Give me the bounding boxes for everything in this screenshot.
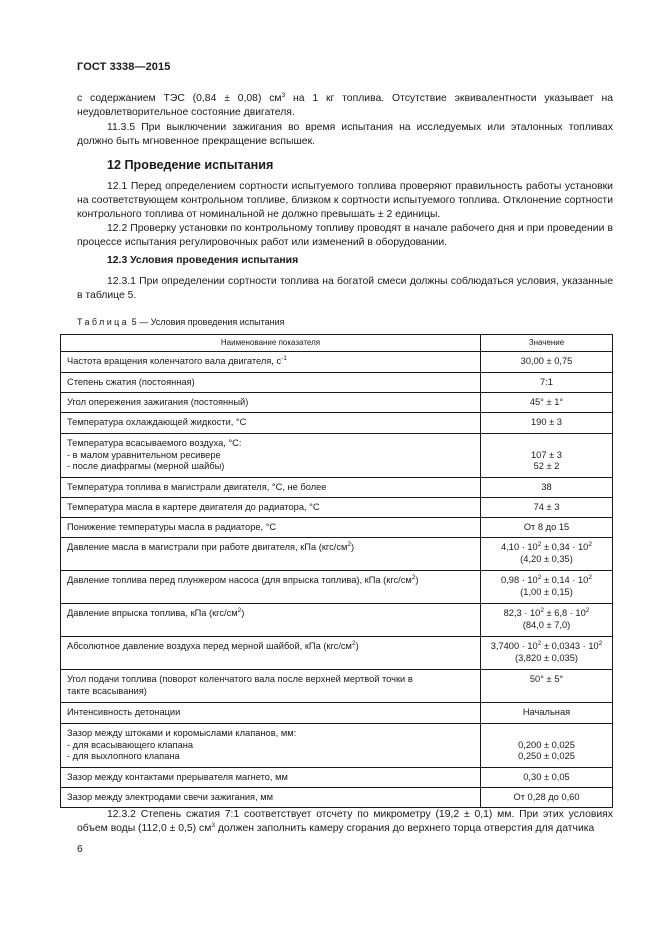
- caption-number: 5: [129, 317, 137, 327]
- cell-line: (3,820 ± 0,035): [515, 652, 578, 663]
- superscript: 2: [237, 607, 242, 614]
- cell-text: 4,10 · 10: [501, 542, 538, 552]
- cell-line: Зазор между штоками и коромыслами клапанов, мм:: [67, 728, 297, 738]
- row-name: Понижение температуры масла в радиаторе, °С: [61, 518, 481, 538]
- table-row: [61, 478, 613, 498]
- cell-text: ± 0,0343 · 10: [541, 641, 599, 651]
- cell-line: 0,200 ± 0,025: [518, 739, 575, 750]
- table-row: [61, 373, 613, 393]
- superscript: -1: [281, 355, 287, 362]
- row-value: Начальная: [481, 703, 613, 724]
- table-row: [61, 518, 613, 538]
- paragraph-12-3-2: [77, 808, 613, 836]
- cell-text: ): [355, 641, 359, 651]
- para-text-cont: должен заполнить камеру сгорания до верхнего торца отверстия для датчика: [214, 823, 595, 834]
- row-value: [481, 604, 613, 637]
- table-row: [61, 604, 613, 637]
- superscript: 2: [537, 541, 542, 548]
- table-row: [61, 498, 613, 518]
- column-header-value: Значение: [481, 335, 613, 352]
- cell-line: (1,00 ± 0,15): [520, 586, 573, 597]
- row-name: Зазор между электродами свечи зажигания, мм: [61, 788, 481, 808]
- intro-text: с содержанием ТЭС (0,84 ± 0,08) см: [77, 93, 282, 104]
- cell-text: 30,00 ± 0,75: [520, 356, 573, 366]
- cell-line: - для выхлопного клапана: [67, 751, 180, 762]
- table-row: [61, 724, 613, 768]
- table-caption: [77, 317, 285, 327]
- row-name: Температура топлива в магистрали двигателя, °С, не более: [61, 478, 481, 498]
- row-value: От 8 до 15: [481, 518, 613, 538]
- row-value: [481, 571, 613, 604]
- row-value: 38: [481, 478, 613, 498]
- caption-label: Таблица: [77, 317, 130, 327]
- superscript: 2: [537, 640, 542, 647]
- table-row: [61, 670, 613, 703]
- superscript: 2: [540, 607, 544, 614]
- cell-line: - в малом уравнительном ресивере: [67, 449, 221, 460]
- row-value: 190 ± 3: [481, 413, 613, 434]
- superscript: 2: [537, 574, 542, 581]
- row-value: 0,30 ± 0,05: [481, 768, 613, 788]
- row-value: [481, 352, 613, 373]
- paragraph-intro: [77, 92, 613, 120]
- cell-text: ): [241, 608, 245, 618]
- table-row: [61, 413, 613, 434]
- row-name: [61, 434, 481, 478]
- cell-text: ± 6,8 · 10: [543, 608, 586, 618]
- row-value: [481, 434, 613, 478]
- table-row: [61, 571, 613, 604]
- row-value: 74 ± 3: [481, 498, 613, 518]
- row-name: [61, 637, 481, 670]
- cell-text: Давление впрыска топлива, кПа (кгс/см: [67, 608, 238, 618]
- cell-text: Частота вращения коленчатого вала двигателя, с: [67, 356, 282, 366]
- cell-text: Абсолютное давление воздуха перед мерной шайбой, кПа (кгс/см: [67, 641, 352, 651]
- table-row: [61, 637, 613, 670]
- table-row: [61, 538, 613, 571]
- row-name: Температура масла в картере двигателя до радиатора, °С: [61, 498, 481, 518]
- row-name: Интенсивность детонации: [61, 703, 481, 724]
- cell-text: ): [351, 542, 355, 552]
- cell-line: 107 ± 3: [531, 449, 562, 460]
- row-name: [61, 670, 481, 703]
- cell-text: Давление масла в магистрали при работе двигателя, кПа (кгс/см: [67, 542, 348, 552]
- paragraph-12-2: 12.2 Проверку установки по контрольному топливу проводят в начале рабочего дня и при проведении в процессе испытания регулировочных работ или изменений в оборудовании.: [77, 223, 613, 248]
- paragraph-12-3-1: 12.3.1 При определении сортности топлива на богатой смеси должны соблюдаться условия, указанные в таблице 5.: [77, 276, 613, 301]
- cell-text: 82,3 · 10: [503, 608, 541, 618]
- table-row: [61, 768, 613, 788]
- superscript: 2: [351, 640, 356, 647]
- cell-text: 0,98 · 10: [501, 575, 538, 585]
- row-name: Зазор между контактами прерывателя магнето, мм: [61, 768, 481, 788]
- row-name: [61, 538, 481, 571]
- table-row: [61, 352, 613, 373]
- row-name: [61, 571, 481, 604]
- row-value: [481, 637, 613, 670]
- cell-line: [485, 608, 608, 620]
- row-value: От 0,28 до 0,60: [481, 788, 613, 808]
- page-number: 6: [77, 844, 83, 855]
- section-title-12-3: 12.3 Условия проведения испытания: [107, 255, 299, 266]
- cell-line: Температура всасываемого воздуха, °С:: [67, 438, 242, 448]
- cell-line: - после диафрагмы (мерной шайбы): [67, 461, 225, 472]
- section-title-12: 12 Проведение испытания: [107, 158, 274, 172]
- row-name: Угол опережения зажигания (постоянный): [61, 393, 481, 413]
- cell-text: Давление топлива перед плунжером насоса (для впрыска топлива), кПа (кгс/см: [67, 575, 412, 585]
- row-value: [481, 538, 613, 571]
- caption-text: — Условия проведения испытания: [136, 317, 285, 327]
- table-header-row: [61, 335, 613, 352]
- row-name: [61, 724, 481, 768]
- superscript: 2: [588, 541, 592, 548]
- superscript: 2: [585, 607, 590, 614]
- superscript: 2: [347, 541, 351, 548]
- conditions-table: [60, 334, 613, 808]
- superscript: 3: [211, 822, 215, 829]
- superscript: 2: [411, 574, 416, 581]
- row-name: Температура охлаждающей жидкости, °С: [61, 413, 481, 434]
- paragraph-11-3-5: 11.3.5 При выключении зажигания во время испытания на исследуемых или эталонных топливах должно быть мгновенное прекращение вспышек.: [77, 122, 613, 147]
- cell-line: (84,0 ± 7,0): [522, 619, 571, 630]
- row-value: [481, 724, 613, 768]
- cell-line: 52 ± 2: [533, 461, 560, 472]
- cell-line: Угол подачи топлива (поворот коленчатого вала после верхней мертвой точки в: [67, 674, 413, 684]
- row-value: 50° ± 5°: [481, 670, 613, 703]
- cell-line: 0,250 ± 0,025: [518, 751, 575, 762]
- row-name: [61, 352, 481, 373]
- cell-text: ± 0,34 · 10: [541, 542, 589, 552]
- cell-line: (4,20 ± 0,35): [520, 553, 573, 564]
- cell-line: [485, 542, 608, 554]
- para-text: 12.3.2 Степень сжатия 7:1 соответствует отсчету по микрометру (19,2 ± 0,1) мм. При этих условиях объем воды (112,0 ± 0,5) см: [77, 809, 613, 834]
- cell-line: [485, 641, 608, 653]
- document-header: ГОСТ 3338—2015: [77, 61, 171, 73]
- cell-line: [485, 575, 608, 587]
- cell-line: [485, 728, 608, 740]
- superscript: 2: [588, 574, 592, 581]
- row-value: 45° ± 1°: [481, 393, 613, 413]
- cell-line: такте всасывания): [67, 685, 147, 696]
- superscript: 2: [598, 640, 603, 647]
- row-value: 7:1: [481, 373, 613, 393]
- intro-text-cont: на 1 кг топлива. Отсутствие эквивалентности указывает на неудовлетворительное состояние двигателя.: [77, 93, 614, 118]
- cell-text: 3,7400 · 10: [490, 641, 538, 651]
- superscript: 3: [281, 92, 286, 99]
- cell-line: - для всасывающего клапана: [67, 739, 194, 750]
- cell-text: ± 0,14 · 10: [541, 575, 589, 585]
- table-row: [61, 434, 613, 478]
- table-row: [61, 788, 613, 808]
- cell-line: [485, 438, 608, 450]
- paragraph-12-1: 12.1 Перед определением сортности испытуемого топлива проверяют правильность работы установки на соответствующем контрольном топливе, близком к сортности испытуемого топлива. Отклонение сортности контрольного топлива от номинальной не должно превышать ± 2 единицы.: [77, 181, 613, 220]
- row-name: Степень сжатия (постоянная): [61, 373, 481, 393]
- table-row: [61, 703, 613, 724]
- cell-text: ): [415, 575, 419, 585]
- table-row: [61, 393, 613, 413]
- row-name: [61, 604, 481, 637]
- column-header-name: Наименование показателя: [61, 335, 481, 352]
